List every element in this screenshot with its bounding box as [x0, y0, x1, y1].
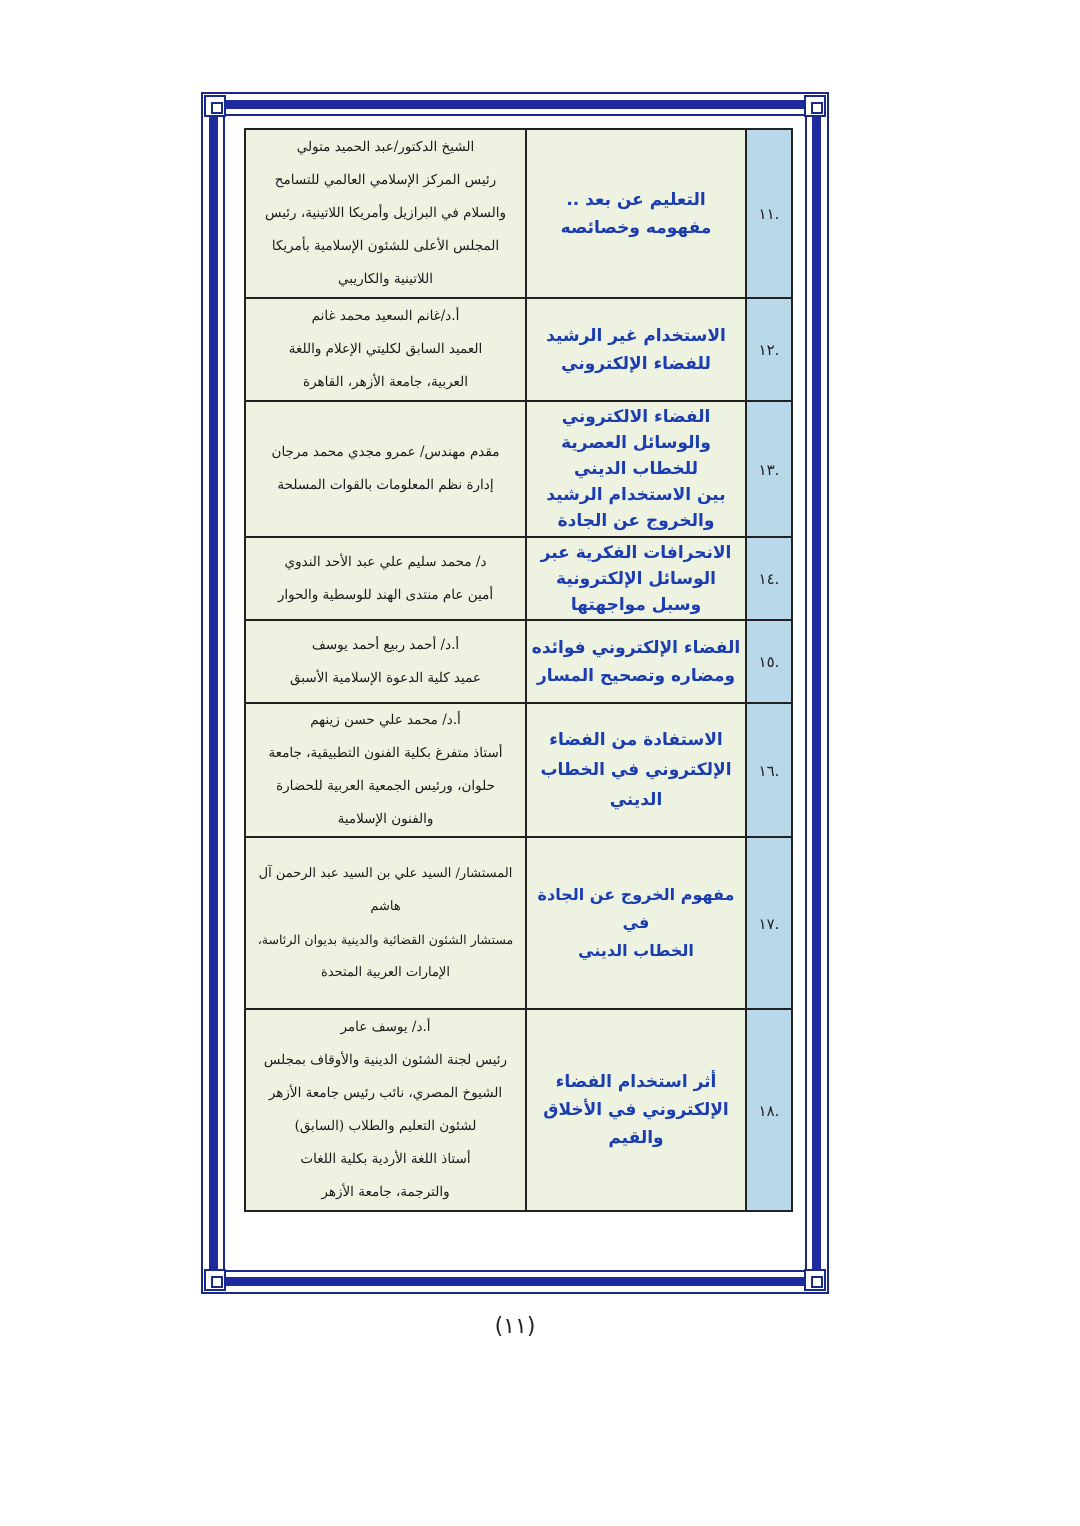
table-row: [245, 401, 792, 537]
border-corner-ornament: [204, 1269, 226, 1291]
speaker-line: عميد كلية الدعوة الإسلامية الأسبق: [290, 669, 481, 686]
lecture-title-line: الفضاء الالكتروني: [561, 407, 711, 427]
border-corner-ornament: [204, 95, 226, 117]
row-number: .١٨: [758, 1101, 780, 1120]
speaker-line: إدارة نظم المعلومات بالقوات المسلحة: [277, 477, 494, 493]
speaker-line: رئيس لجنة الشئون الدينية والأوقاف بمجلس: [263, 1052, 508, 1068]
table-row: [245, 703, 792, 837]
lecture-title-line: أثر استخدام الفضاء: [555, 1072, 717, 1092]
row-number: .١٦: [758, 761, 780, 780]
lecture-title-cell: [526, 1009, 746, 1211]
table-row: [245, 837, 792, 1009]
speaker-line: أستاذ اللغة الأردية بكلية اللغات: [300, 1151, 471, 1167]
row-number: .١٣: [758, 460, 780, 479]
speaker-cell: [245, 1009, 526, 1211]
lecture-title-cell: [526, 298, 746, 401]
lecture-title-line: للخطاب الديني: [573, 459, 699, 479]
row-number: .١١: [758, 205, 780, 223]
lecture-title-cell: [526, 401, 746, 537]
speaker-line: المجلس الأعلى للشئون الإسلامية بأمريكا: [271, 238, 500, 254]
speaker-line: والسلام في البرازيل وأمريكا اللاتينية، رئيس: [265, 205, 506, 221]
table-row: [245, 1009, 792, 1211]
speaker-cell: [245, 401, 526, 537]
speaker-line: الشيوخ المصري، نائب رئيس جامعة الأزهر: [268, 1085, 503, 1101]
lecture-title-line: مفهوم الخروج عن الجادة في: [537, 885, 735, 932]
row-number-cell: [746, 1009, 792, 1211]
table-row: [245, 129, 792, 298]
speaker-line: أمين عام منتدى الهند للوسطية والحوار: [277, 586, 494, 603]
table-row: [245, 537, 792, 620]
lecture-title-line: الإلكتروني في الخطاب: [540, 760, 732, 780]
speaker-cell: [245, 703, 526, 837]
lecture-title-line: للفضاء الإلكتروني: [561, 353, 711, 374]
lecture-title-line: والخروج عن الجادة: [557, 511, 715, 531]
lecture-title-line: الانحرافات الفكرية عبر: [540, 542, 732, 563]
page-number: (١١): [494, 1314, 536, 1339]
lecture-title-line: ومضاره وتصحيح المسار: [536, 665, 736, 686]
row-number: .١٧: [758, 914, 780, 933]
speaker-cell: [245, 298, 526, 401]
row-number-cell: [746, 537, 792, 620]
row-number: .١٢: [758, 341, 780, 359]
lecture-title-line: الديني: [609, 790, 663, 810]
lecture-title-line: والوسائل العصرية: [561, 433, 711, 453]
row-number-cell: [746, 837, 792, 1009]
speaker-line: مقدم مهندس/ عمرو مجدي محمد مرجان: [271, 444, 500, 460]
lecture-title-cell: [526, 703, 746, 837]
table-row: [245, 298, 792, 401]
speaker-line: أستاذ متفرغ بكلية الفنون التطبيقية، جامعة: [268, 745, 503, 761]
row-number-cell: [746, 703, 792, 837]
lecture-title-line: مفهومه وخصائصه: [560, 217, 712, 238]
speaker-cell: [245, 129, 526, 298]
speaker-line: رئيس المركز الإسلامي العالمي للتسامح: [274, 172, 497, 188]
lecture-title-cell: [526, 129, 746, 298]
lecture-title-cell: [526, 837, 746, 1009]
speaker-line: المستشار/ السيد علي بن السيد عبد الرحمن آل: [258, 866, 513, 881]
speaker-line: اللاتينية والكاريبي: [338, 271, 433, 287]
speaker-line: أ.د/ أحمد ربيع أحمد يوسف: [311, 636, 460, 653]
speaker-line: الشيخ الدكتور/عبد الحميد متولي: [296, 139, 475, 155]
row-number-cell: [746, 298, 792, 401]
speaker-line: والترجمة، جامعة الأزهر: [321, 1184, 450, 1200]
row-number-cell: [746, 620, 792, 703]
speaker-line: أ.د/ محمد علي حسن زينهم: [310, 712, 461, 728]
border-corner-ornament: [804, 95, 826, 117]
lecture-title-line: التعليم عن بعد ..: [566, 189, 706, 210]
row-number: .١٥: [758, 653, 780, 671]
speaker-line: العميد السابق لكليتي الإعلام واللغة: [288, 341, 483, 357]
row-number: .١٤: [758, 570, 780, 588]
lecture-title-line: والقيم: [608, 1128, 664, 1148]
speaker-line: لشئون التعليم والطلاب (السابق): [294, 1118, 477, 1134]
lecture-title-line: الفضاء الإلكتروني فوائده: [531, 637, 741, 658]
speaker-cell: [245, 837, 526, 1009]
row-number-cell: [746, 401, 792, 537]
lecture-title-line: بين الاستخدام الرشيد: [546, 485, 726, 505]
speaker-cell: [245, 537, 526, 620]
row-number-cell: [746, 129, 792, 298]
table-row: [245, 620, 792, 703]
speaker-line: د/ محمد سليم علي عبد الأحد الندوي: [284, 553, 487, 570]
lecture-title-cell: [526, 537, 746, 620]
speaker-cell: [245, 620, 526, 703]
lecture-title-line: وسبل مواجهتها: [570, 594, 702, 615]
lecture-title-line: الخطاب الديني: [578, 941, 694, 960]
lectures-table: [244, 128, 793, 1212]
lecture-title-line: الوسائل الإلكترونية: [556, 568, 716, 589]
border-corner-ornament: [804, 1269, 826, 1291]
speaker-line: أ.د/غانم السعيد محمد غانم: [311, 308, 460, 324]
speaker-line: حلوان، ورئيس الجمعية العربية للحضارة: [276, 778, 495, 794]
speaker-line: والفنون الإسلامية: [337, 811, 434, 827]
speaker-line: العربية، جامعة الأزهر، القاهرة: [303, 374, 468, 390]
lecture-title-line: الاستخدام غير الرشيد: [546, 325, 726, 346]
lecture-title-line: الاستفادة من الفضاء: [549, 730, 723, 750]
speaker-line: الإمارات العربية المتحدة: [321, 965, 450, 980]
speaker-line: هاشم: [370, 899, 401, 914]
speaker-line: مستشار الشئون القضائية والدينية بديوان الرئاسة،: [257, 932, 514, 947]
speaker-line: أ.د/ يوسف عامر: [340, 1019, 431, 1035]
lecture-title-cell: [526, 620, 746, 703]
lecture-title-line: الإلكتروني في الأخلاق: [543, 1100, 729, 1120]
